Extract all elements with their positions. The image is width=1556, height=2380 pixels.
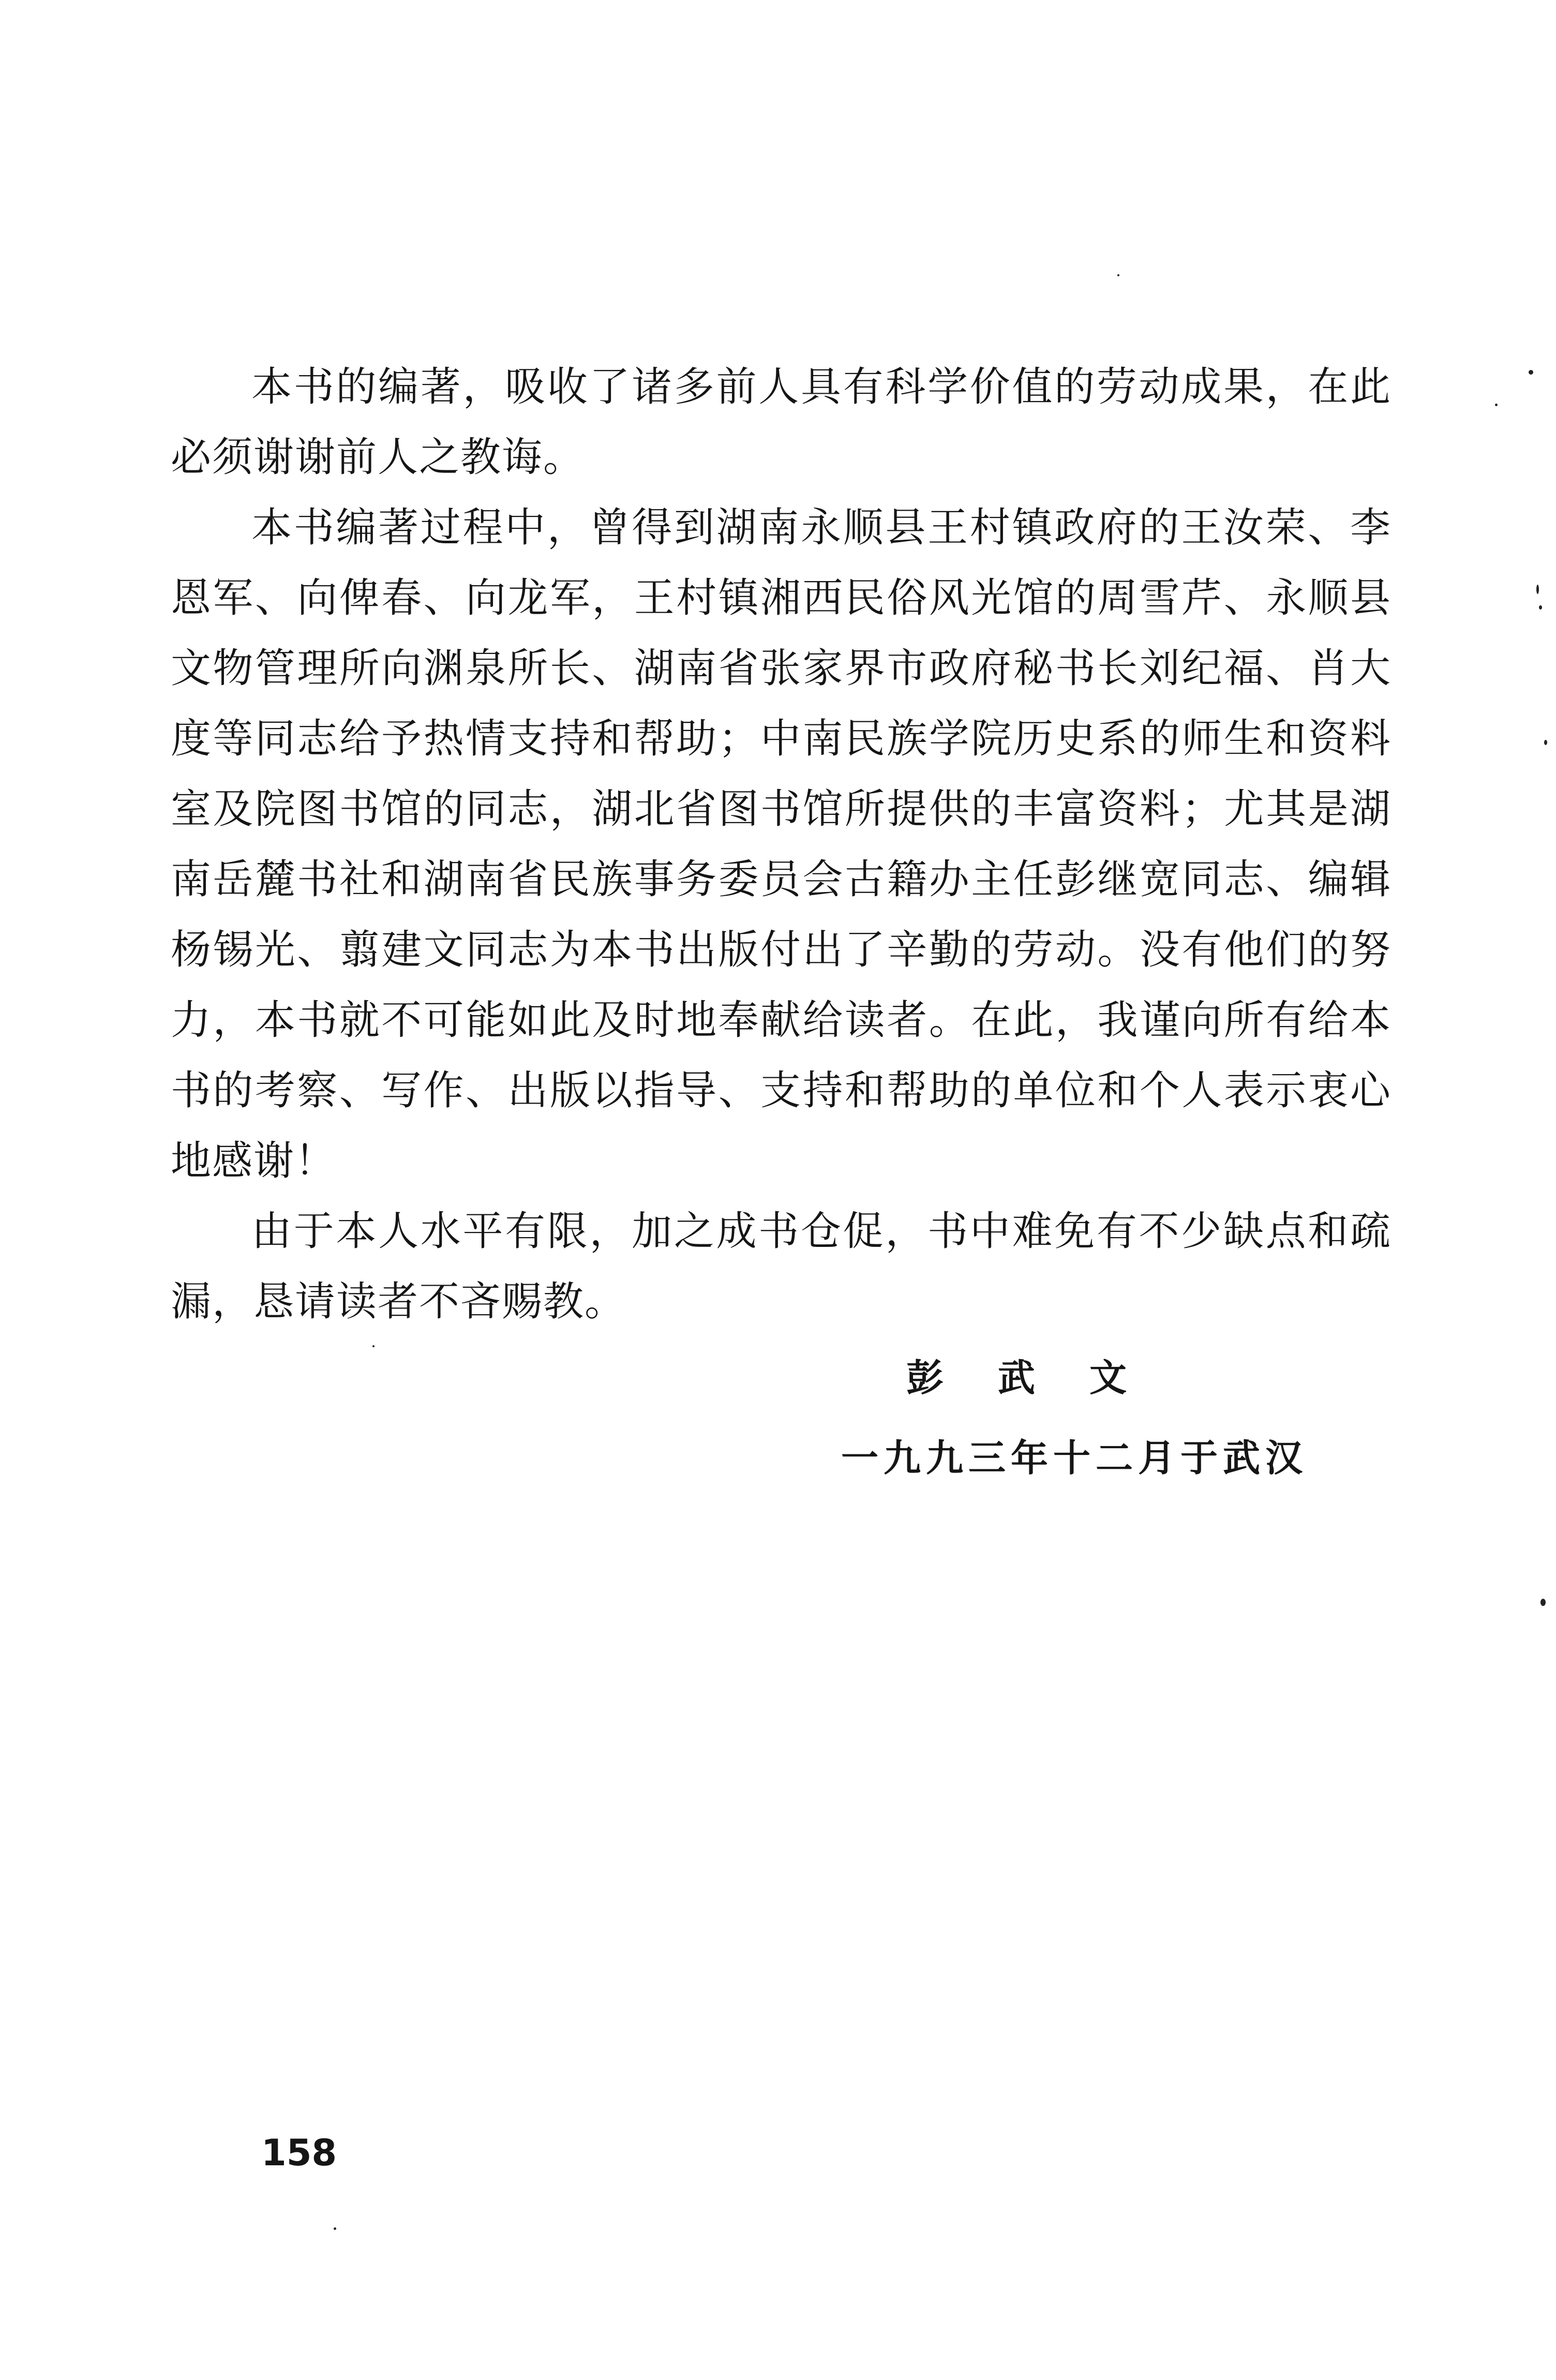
scan-speck [1529, 370, 1533, 375]
scan-speck [372, 1345, 375, 1347]
afterword-body [171, 352, 1392, 1337]
paragraph-acknowledge-supporters: 本书编著过程中，曾得到湖南永顺县王村镇政府的王汝荣、李恩军、向俾春、向龙军，王村镇湘西民俗风光馆的周雪芹、永顺县文物管理所向渊泉所长、湖南省张家界市政府秘书长刘纪福、肖大度等同志给予热情支持和帮助；中南民族学院历史系的师生和资料室及院图书馆的同志，湖北省图书馆所提供的丰富资料；尤其是湖南岳麓书社和湖南省民族事务委员会古籍办主任彭继宽同志、编辑杨锡光、翦建文同志为本书出版付出了辛勤的劳动。没有他们的努力，本书就不可能如此及时地奉献给读者。在此，我谨向所有给本书的考察、写作、出版以指导、支持和帮助的单位和个人表示衷心地感谢！ [171, 504, 1392, 1184]
scan-speck [1536, 585, 1539, 594]
scan-speck [1539, 605, 1542, 609]
date-place-line: 一九九三年十二月于武汉 [841, 1436, 1308, 1480]
scan-speck [1540, 1599, 1546, 1606]
page-number: 158 [261, 2132, 337, 2174]
scan-speck [1495, 404, 1498, 406]
scan-speck [334, 2227, 336, 2230]
paragraph-request-feedback: 由于本人水平有限，加之成书仓促，书中难免有不少缺点和疏漏，恳请读者不吝赐教。 [171, 1208, 1392, 1325]
author-signature: 彭 武 文 [906, 1356, 1147, 1400]
paragraph-acknowledge-predecessors: 本书的编著，吸收了诸多前人具有科学价值的劳动成果，在此必须谢谢前人之教诲。 [171, 364, 1392, 481]
scan-speck [1544, 740, 1547, 745]
scan-speck [1117, 274, 1119, 276]
